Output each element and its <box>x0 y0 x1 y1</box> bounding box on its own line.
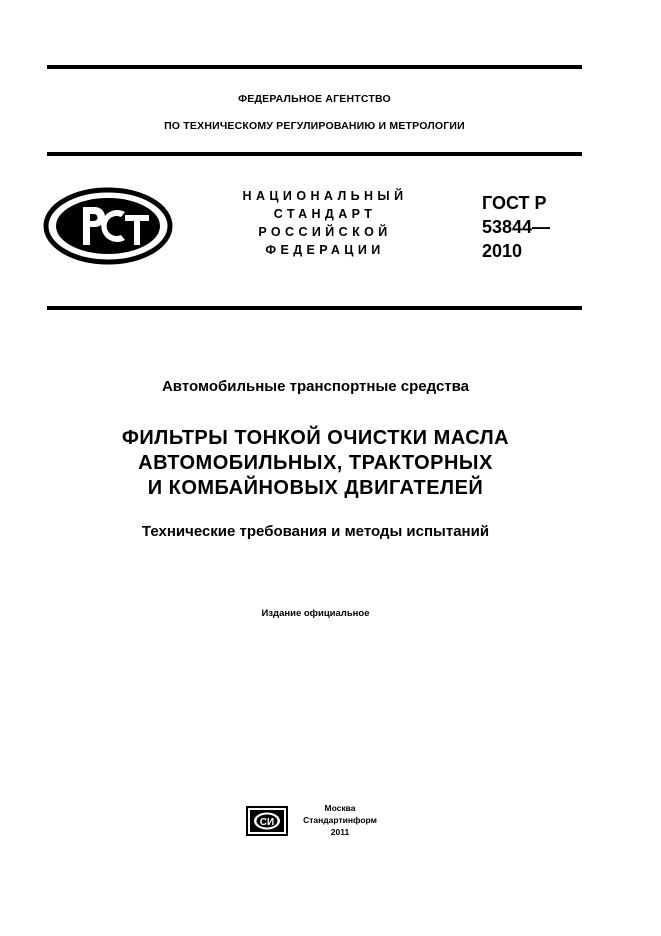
agency-name-line1: ФЕДЕРАЛЬНОЕ АГЕНТСТВО <box>238 93 391 105</box>
document-title-line: АВТОМОБИЛЬНЫХ, ТРАКТОРНЫХ <box>138 452 493 474</box>
standartinform-logo-icon <box>246 806 288 836</box>
imprint-city: Москва <box>324 803 356 813</box>
imprint-year: 2011 <box>330 827 350 837</box>
document-title-line: ФИЛЬТРЫ ТОНКОЙ ОЧИСТКИ МАСЛА <box>121 427 510 449</box>
national-standard-line: НАЦИОНАЛЬНЫЙ <box>242 189 408 203</box>
header-rule <box>47 152 582 156</box>
national-standard-label <box>222 187 428 259</box>
document-subtitle: Автомобильные транспортные средства <box>161 378 470 395</box>
document-title-line: И КОМБАЙНОВЫХ ДВИГАТЕЛЕЙ <box>147 477 484 499</box>
document-title <box>0 426 631 501</box>
gost-number: 53844— <box>482 217 551 237</box>
gost-year: 2010 <box>482 241 523 261</box>
national-standard-line: РОССИЙСКОЙ <box>258 225 392 239</box>
svg-text:СИ: СИ <box>259 817 275 828</box>
top-rule <box>47 65 582 69</box>
imprint-publisher: Стандартинформ <box>303 815 377 825</box>
imprint <box>300 802 380 838</box>
edition-label: Издание официальное <box>261 608 370 619</box>
standard-block-rule <box>47 306 582 310</box>
gost-designation <box>482 191 550 263</box>
national-standard-line: СТАНДАРТ <box>273 207 377 221</box>
agency-name-line2: ПО ТЕХНИЧЕСКОМУ РЕГУЛИРОВАНИЮ И МЕТРОЛОГИИ <box>164 120 465 132</box>
rst-logo-icon <box>43 187 173 265</box>
gost-prefix: ГОСТ Р <box>482 193 547 213</box>
document-requirements: Технические требования и методы испытаний <box>141 523 490 540</box>
national-standard-line: ФЕДЕРАЦИИ <box>265 243 385 257</box>
